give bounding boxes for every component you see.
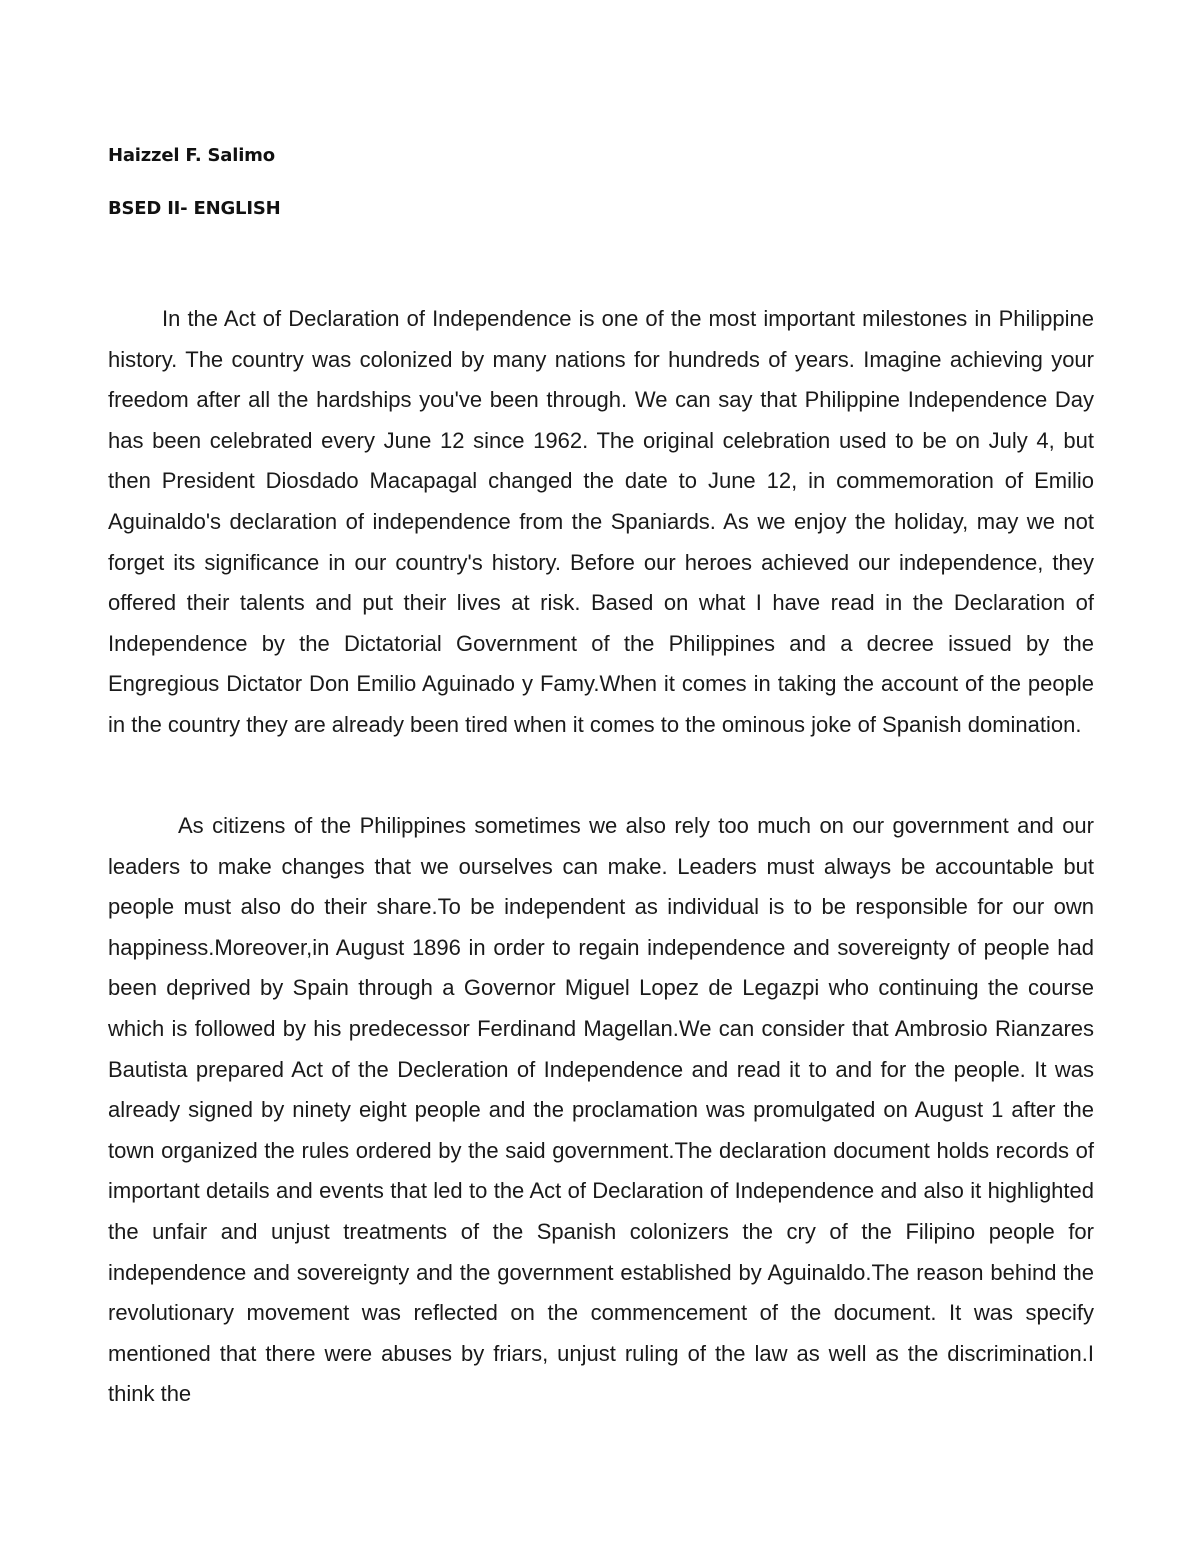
paragraph-1: In the Act of Declaration of Independence is one of the most important milestones in Philippine history. The country was colonized by many nations for hundreds of years. Imagine achieving your freedom after all the hardships you've been through. We can say that Philippine Independence Day has been celebrated every June 12 since 1962. The original celebration used to be on July 4, but then President Diosdado Macapagal changed the date to June 12, in commemoration of Emilio Aguinaldo's declaration of independence from the Spaniards. As we enjoy the holiday, may we not forget its significance in our country's history. Before our heroes achieved our independence, they offered their talents and put their lives at risk. Based on what I have read in the Declaration of Independence by the Dictatorial Government of the Philippines and a decree issued by the Engregious Dictator Don Emilio Aguinado y Famy.When it comes in taking the account of the people in the country they are already been tired when it comes to the ominous joke of Spanish domination.	[108, 306, 1094, 737]
course-label: BSED II- ENGLISH	[108, 198, 281, 219]
paragraph-2: As citizens of the Philippines sometimes we also rely too much on our government and our leaders to make changes that we ourselves can make. Leaders must always be accountable but people must also do their share.To be independent as individual is to be responsible for our own happiness.Moreover,in August 1896 in order to regain independence and sovereignty of people had been deprived by Spain through a Governor Miguel Lopez de Legazpi who continuing the course which is followed by his predecessor Ferdinand Magellan.We can consider that Ambrosio Rianzares Bautista prepared Act of the Decleration of Independence and read it to and for the people. It was already signed by ninety eight people and the proclamation was promulgated on August 1 after the town organized the rules ordered by the said government.The declaration document holds records of important details and events that led to the Act of Declaration of Independence and also it highlighted the unfair and unjust treatments of the Spanish colonizers the cry of the Filipino people for independence and sovereignty and the government established by Aguinaldo.The reason behind the revolutionary movement was reflected on the commencement of the document. It was specify mentioned that there were abuses by friars, unjust ruling of the law as well as the discrimination.I think the	[108, 813, 1094, 1407]
author-name: Haizzel F. Salimo	[108, 145, 275, 166]
